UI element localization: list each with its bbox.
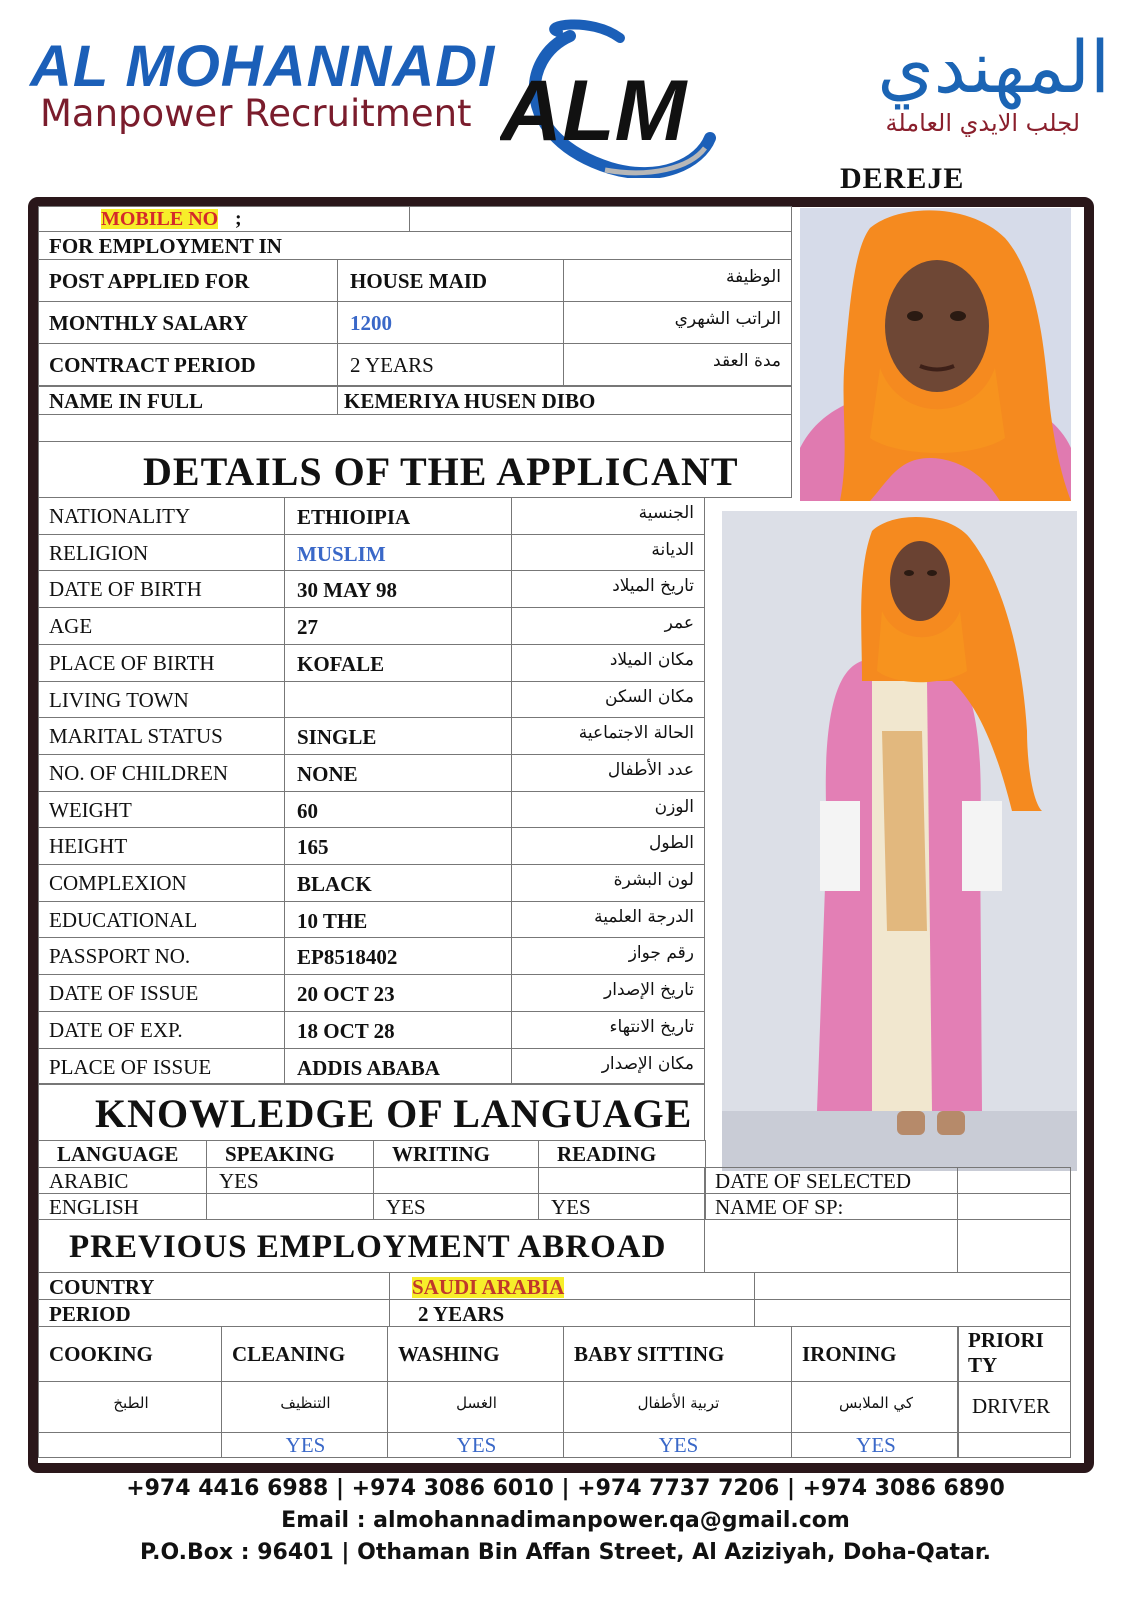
detail-label: DATE OF EXP. xyxy=(49,1018,183,1042)
top-arabic-cell xyxy=(563,343,792,386)
skill-value-cell xyxy=(38,1432,222,1458)
detail-value-cell xyxy=(284,681,512,718)
detail-arabic-cell xyxy=(511,937,705,975)
detail-label: COMPLEXION xyxy=(49,871,187,895)
detail-label: AGE xyxy=(49,614,93,638)
top-row-arabic-label: مدة العقد xyxy=(713,351,781,371)
previous-heading-cell xyxy=(38,1219,705,1273)
detail-label: PLACE OF ISSUE xyxy=(49,1055,212,1079)
language-reading-value: YES xyxy=(551,1195,591,1219)
detail-label-cell xyxy=(38,974,285,1012)
skill-value-cell xyxy=(221,1432,388,1458)
brand-name-english: AL MOHANNADI xyxy=(30,34,496,99)
language-cell xyxy=(38,1193,207,1220)
detail-value: SINGLE xyxy=(297,725,377,749)
date-selected-label: DATE OF SELECTED xyxy=(715,1169,911,1193)
period-value-cell xyxy=(389,1299,755,1327)
language-header-cell xyxy=(538,1140,706,1168)
detail-label-cell xyxy=(38,644,285,682)
language-cell xyxy=(206,1193,374,1220)
skill-arabic-cell xyxy=(563,1381,792,1433)
blank-cell xyxy=(704,1219,958,1273)
detail-label-cell xyxy=(38,681,285,718)
detail-label-cell xyxy=(38,791,285,828)
detail-value: BLACK xyxy=(297,872,372,896)
priority-label-cell xyxy=(957,1326,1071,1382)
detail-value: ADDIS ABABA xyxy=(297,1056,440,1080)
period-label-cell xyxy=(38,1299,390,1327)
detail-arabic-cell xyxy=(511,570,705,608)
blank-cell xyxy=(754,1272,1071,1300)
detail-arabic-label: رقم جواز xyxy=(628,943,694,963)
detail-label: MARITAL STATUS xyxy=(49,724,223,748)
applicant-full-photo xyxy=(722,511,1077,1171)
detail-arabic-cell xyxy=(511,974,705,1012)
period-label: PERIOD xyxy=(49,1302,131,1326)
language-header-language: LANGUAGE xyxy=(57,1142,179,1166)
skill-label: WASHING xyxy=(398,1342,500,1366)
detail-arabic-cell xyxy=(511,827,705,865)
name-label: NAME IN FULL xyxy=(49,389,204,413)
footer-address: P.O.Box : 96401 | Othaman Bin Affan Street, Al Aziziyah, Doha-Qatar. xyxy=(140,1540,991,1565)
language-cell xyxy=(538,1167,706,1194)
skill-value-cell xyxy=(563,1432,792,1458)
top-label-cell xyxy=(38,259,338,302)
detail-arabic-label: تاريخ الانتهاء xyxy=(609,1017,694,1037)
employment-in-label: FOR EMPLOYMENT IN xyxy=(49,234,282,258)
detail-arabic-cell xyxy=(511,1048,705,1085)
detail-value-cell xyxy=(284,497,512,535)
skill-arabic-cell xyxy=(791,1381,959,1433)
detail-value-cell xyxy=(284,864,512,902)
detail-arabic-label: الجنسية xyxy=(638,503,694,523)
detail-label: HEIGHT xyxy=(49,834,128,858)
detail-arabic-label: مكان الميلاد xyxy=(609,650,694,670)
detail-value-cell xyxy=(284,1011,512,1049)
language-language-value: ENGLISH xyxy=(49,1195,139,1219)
blank-cell xyxy=(754,1299,1071,1327)
mobile-label: MOBILE NO xyxy=(101,208,219,230)
language-header-cell xyxy=(206,1140,374,1168)
blank-row xyxy=(38,414,792,442)
country-value: SAUDI ARABIA xyxy=(412,1275,565,1299)
detail-label: NATIONALITY xyxy=(49,504,191,528)
detail-arabic-label: تاريخ الإصدار xyxy=(604,980,694,1000)
detail-value: NONE xyxy=(297,762,358,786)
top-value-cell xyxy=(337,301,564,344)
skill-value: YES xyxy=(856,1433,896,1457)
language-cell xyxy=(206,1167,374,1194)
detail-value: 18 OCT 28 xyxy=(297,1019,395,1043)
skill-arabic-cell xyxy=(38,1381,222,1433)
footer-phones: +974 4416 6988 | +974 3086 6010 | +974 7737 7206 | +974 3086 6890 xyxy=(126,1476,1005,1501)
detail-arabic-cell xyxy=(511,497,705,535)
detail-label: WEIGHT xyxy=(49,798,132,822)
detail-label-cell xyxy=(38,937,285,975)
detail-label-cell xyxy=(38,827,285,865)
language-cell xyxy=(373,1193,539,1220)
detail-label-cell xyxy=(38,1011,285,1049)
detail-value-cell xyxy=(284,1048,512,1085)
detail-value: 60 xyxy=(297,799,318,823)
detail-arabic-cell xyxy=(511,717,705,755)
detail-arabic-label: الديانة xyxy=(651,540,694,560)
detail-arabic-label: عمر xyxy=(664,613,694,633)
detail-arabic-cell xyxy=(511,644,705,682)
detail-arabic-label: عدد الأطفال xyxy=(607,760,694,780)
detail-arabic-cell xyxy=(511,901,705,938)
skill-label-cell xyxy=(38,1326,222,1382)
date-selected-value-cell xyxy=(957,1167,1071,1194)
detail-value: 10 THE xyxy=(297,909,368,933)
detail-label: PASSPORT NO. xyxy=(49,944,191,968)
detail-value: ETHIOIPIA xyxy=(297,505,411,529)
top-label-cell xyxy=(38,301,338,344)
top-arabic-cell xyxy=(563,259,792,302)
language-header-cell xyxy=(373,1140,539,1168)
detail-value-cell xyxy=(284,827,512,865)
detail-label-cell xyxy=(38,607,285,645)
skill-arabic-label: تربية الأطفال xyxy=(637,1394,720,1412)
logo-text: ALM xyxy=(500,63,687,159)
top-row-value: HOUSE MAID xyxy=(350,269,488,293)
skill-arabic-label: الطبخ xyxy=(113,1394,149,1412)
top-value-cell xyxy=(337,259,564,302)
detail-value-cell xyxy=(284,901,512,938)
language-header-speaking: SPEAKING xyxy=(225,1142,335,1166)
detail-label-cell xyxy=(38,497,285,535)
skill-label-cell xyxy=(791,1326,959,1382)
footer-email: Email : almohannadimanpower.qa@gmail.com xyxy=(281,1508,850,1533)
skill-arabic-cell xyxy=(387,1381,564,1433)
detail-arabic-cell xyxy=(511,1011,705,1049)
skill-label: BABY SITTING xyxy=(574,1342,725,1366)
brand-subtitle-arabic: لجلب الايدي العاملة xyxy=(885,109,1080,137)
detail-value-cell xyxy=(284,717,512,755)
top-row-label: POST APPLIED FOR xyxy=(49,269,250,293)
detail-label: LIVING TOWN xyxy=(49,688,189,712)
detail-label-cell xyxy=(38,901,285,938)
detail-label: PLACE OF BIRTH xyxy=(49,651,215,675)
skill-value: YES xyxy=(285,1433,326,1457)
top-label-cell xyxy=(38,343,338,386)
skill-label: CLEANING xyxy=(232,1342,346,1366)
detail-label: EDUCATIONAL xyxy=(49,908,198,932)
name-sp-label-cell xyxy=(704,1193,958,1220)
detail-arabic-label: الحالة الاجتماعية xyxy=(578,723,694,743)
top-row-label: MONTHLY SALARY xyxy=(49,311,248,335)
employment-in-row xyxy=(38,231,792,260)
detail-label-cell xyxy=(38,754,285,792)
mobile-value-cell xyxy=(409,206,792,232)
mobile-label-suffix: ; xyxy=(235,208,242,230)
detail-value-cell xyxy=(284,974,512,1012)
skill-value-cell xyxy=(387,1432,564,1458)
top-value-cell xyxy=(337,343,564,386)
period-value: 2 YEARS xyxy=(418,1302,505,1326)
language-heading: KNOWLEDGE OF LANGUAGE xyxy=(95,1091,693,1136)
top-row-value: 2 YEARS xyxy=(350,353,434,377)
skill-value: YES xyxy=(658,1433,699,1457)
country-label: COUNTRY xyxy=(49,1275,155,1299)
priority-value: DRIVER xyxy=(972,1394,1051,1418)
priority-label-line1: PRIORI xyxy=(968,1328,1044,1352)
top-row-label: CONTRACT PERIOD xyxy=(49,353,256,377)
skill-label: IRONING xyxy=(802,1342,897,1366)
blank-cell xyxy=(957,1432,1071,1458)
detail-arabic-cell xyxy=(511,534,705,571)
blank-cell xyxy=(957,1219,1071,1273)
skill-value: YES xyxy=(456,1433,497,1457)
top-row-arabic-label: الراتب الشهري xyxy=(674,309,781,329)
brand-name-arabic: المهندي xyxy=(877,25,1110,109)
detail-label: DATE OF BIRTH xyxy=(49,577,202,601)
language-cell xyxy=(38,1167,207,1194)
language-header-cell xyxy=(38,1140,207,1168)
detail-value-cell xyxy=(284,644,512,682)
name-value: KEMERIYA HUSEN DIBO xyxy=(344,389,596,413)
detail-arabic-cell xyxy=(511,791,705,828)
name-label-cell xyxy=(38,386,338,415)
detail-arabic-label: مكان السكن xyxy=(605,687,694,707)
detail-value-cell xyxy=(284,791,512,828)
skill-label-cell xyxy=(563,1326,792,1382)
language-heading-cell xyxy=(38,1083,705,1141)
language-language-value: ARABIC xyxy=(49,1169,129,1193)
language-cell xyxy=(373,1167,539,1194)
skill-label: COOKING xyxy=(49,1342,153,1366)
top-row-arabic-label: الوظيفة xyxy=(725,267,781,287)
detail-label-cell xyxy=(38,717,285,755)
language-header-writing: WRITING xyxy=(392,1142,491,1166)
detail-value-cell xyxy=(284,937,512,975)
detail-label-cell xyxy=(38,570,285,608)
detail-value: 27 xyxy=(297,615,318,639)
details-heading-cell xyxy=(38,441,792,498)
language-cell xyxy=(538,1193,706,1220)
detail-label: DATE OF ISSUE xyxy=(49,981,199,1005)
detail-value-cell xyxy=(284,754,512,792)
date-selected-label-cell xyxy=(704,1167,958,1194)
detail-arabic-cell xyxy=(511,681,705,718)
brand-subtitle: Manpower Recruitment xyxy=(40,92,472,135)
country-label-cell xyxy=(38,1272,390,1300)
priority-label-line2: TY xyxy=(968,1353,998,1377)
detail-arabic-label: لون البشرة xyxy=(613,870,694,890)
detail-arabic-label: الوزن xyxy=(654,797,694,817)
skill-value-cell xyxy=(791,1432,959,1458)
detail-value: 30 MAY 98 xyxy=(297,578,397,602)
alm-logo xyxy=(500,18,730,178)
detail-label-cell xyxy=(38,864,285,902)
details-heading: DETAILS OF THE APPLICANT xyxy=(143,449,739,494)
skill-arabic-label: التنظيف xyxy=(280,1394,331,1412)
detail-value-cell xyxy=(284,534,512,571)
detail-arabic-cell xyxy=(511,754,705,792)
skill-arabic-label: كي الملابس xyxy=(838,1394,914,1412)
top-row-value: 1200 xyxy=(350,311,392,335)
top-arabic-cell xyxy=(563,301,792,344)
language-header-reading: READING xyxy=(557,1142,657,1166)
detail-label-cell xyxy=(38,1048,285,1085)
language-writing-value: YES xyxy=(386,1195,426,1219)
detail-value: 165 xyxy=(297,835,329,859)
priority-value-cell xyxy=(957,1381,1071,1433)
detail-arabic-label: مكان الإصدار xyxy=(601,1054,694,1074)
alm-logo-graphic xyxy=(500,18,730,178)
detail-label-cell xyxy=(38,534,285,571)
skill-label-cell xyxy=(387,1326,564,1382)
detail-value-cell xyxy=(284,570,512,608)
skill-arabic-cell xyxy=(221,1381,388,1433)
detail-arabic-cell xyxy=(511,607,705,645)
detail-value: MUSLIM xyxy=(297,542,386,566)
applicant-portrait-photo xyxy=(800,208,1071,501)
language-speaking-value: YES xyxy=(219,1169,259,1193)
detail-label: RELIGION xyxy=(49,541,149,565)
detail-arabic-label: الدرجة العلمية xyxy=(594,907,694,927)
detail-value: EP8518402 xyxy=(297,945,398,969)
detail-arabic-label: تاريخ الميلاد xyxy=(612,576,694,596)
detail-arabic-cell xyxy=(511,864,705,902)
detail-value-cell xyxy=(284,607,512,645)
name-sp-value-cell xyxy=(957,1193,1071,1220)
mobile-label-cell xyxy=(38,206,410,232)
detail-value: KOFALE xyxy=(297,652,385,676)
detail-arabic-label: الطول xyxy=(649,833,694,853)
detail-value: 20 OCT 23 xyxy=(297,982,395,1006)
name-value-cell xyxy=(337,386,792,415)
detail-label: NO. OF CHILDREN xyxy=(49,761,229,785)
skill-arabic-label: الغسل xyxy=(456,1394,497,1412)
country-value-cell xyxy=(389,1272,755,1300)
name-sp-label: NAME OF SP: xyxy=(715,1195,844,1219)
agent-name: DEREJE xyxy=(840,162,965,195)
skill-label-cell xyxy=(221,1326,388,1382)
previous-heading: PREVIOUS EMPLOYMENT ABROAD xyxy=(69,1229,667,1265)
